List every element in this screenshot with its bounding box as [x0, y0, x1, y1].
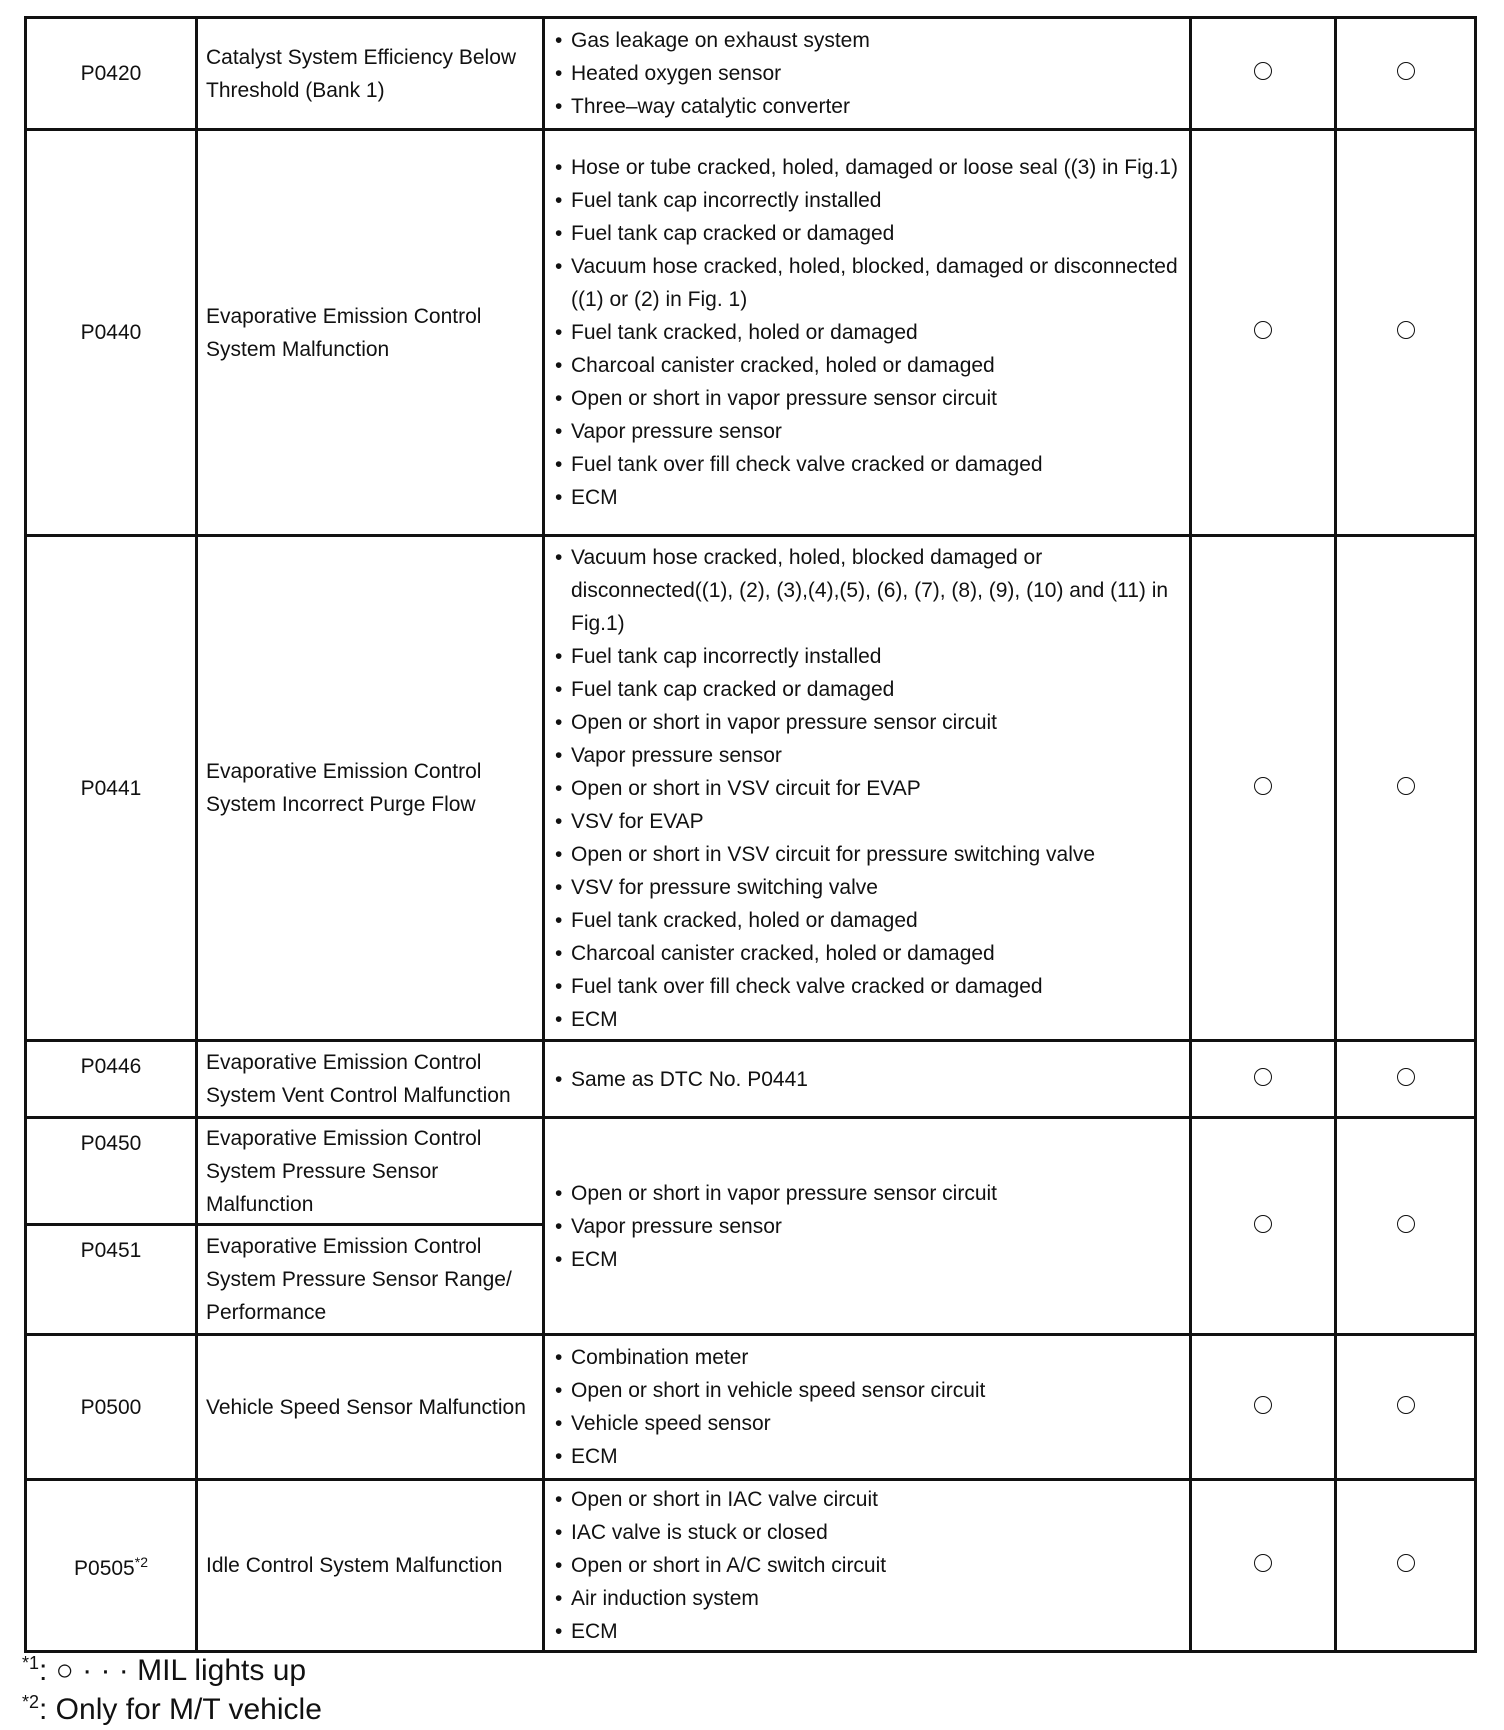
table-row	[26, 1480, 1476, 1652]
circle-icon	[1254, 1554, 1272, 1572]
trouble-area	[544, 536, 1191, 1041]
circle-icon	[1254, 1215, 1272, 1233]
circle-icon	[1397, 1396, 1415, 1414]
memory-cell	[1336, 1118, 1476, 1335]
dtc-code-text: P0450	[80, 1132, 142, 1155]
dtc-code	[26, 1225, 197, 1335]
footnote-1	[22, 1653, 306, 1688]
circle-icon	[1254, 1396, 1272, 1414]
dtc-code-text: P0420	[80, 62, 142, 85]
trouble-area	[544, 1118, 1191, 1335]
trouble-area	[544, 130, 1191, 536]
circle-icon	[1254, 777, 1272, 795]
circle-icon	[1254, 1068, 1272, 1086]
dtc-code-text: P0441	[80, 776, 142, 800]
trouble-area-item: • IAC valve is stuck or closed	[553, 1516, 1181, 1549]
trouble-area-item: • Open or short in A/C switch circuit	[553, 1549, 1181, 1582]
detection-item	[197, 130, 544, 536]
table-row	[26, 1041, 1476, 1118]
detection-item	[197, 1225, 544, 1335]
circle-icon	[1254, 62, 1272, 80]
dtc-code	[26, 1335, 197, 1480]
table-row	[26, 130, 1476, 536]
detection-item-text: Evaporative Emission Control System Pressure Sensor Range/ Performance	[206, 1235, 512, 1324]
mil-cell	[1191, 130, 1336, 536]
trouble-area-item: • Vapor pressure sensor	[553, 739, 1181, 772]
dtc-code	[26, 536, 197, 1041]
trouble-area-item: • Open or short in VSV circuit for EVAP	[553, 772, 1181, 805]
trouble-area-item: • Vapor pressure sensor	[553, 415, 1181, 448]
circle-icon	[1397, 1554, 1415, 1572]
dtc-code-text: P0505	[74, 1557, 135, 1580]
trouble-area-item: • Vapor pressure sensor	[553, 1210, 1181, 1243]
dtc-code	[26, 18, 197, 130]
memory-cell	[1336, 18, 1476, 130]
circle-icon	[1397, 777, 1415, 795]
trouble-area-item: • Three–way catalytic converter	[553, 90, 1181, 123]
trouble-area-item: • Heated oxygen sensor	[553, 57, 1181, 90]
memory-cell	[1336, 1480, 1476, 1652]
trouble-area-item: • Charcoal canister cracked, holed or damaged	[553, 937, 1181, 970]
trouble-area-item: • Open or short in VSV circuit for pressure switching valve	[553, 838, 1181, 871]
detection-item-text: Catalyst System Efficiency Below Threshold (Bank 1)	[206, 45, 517, 102]
table-row	[26, 1118, 1476, 1225]
detection-item-text: Vehicle Speed Sensor Malfunction	[206, 1395, 526, 1419]
circle-icon	[1397, 321, 1415, 339]
mil-cell	[1191, 1480, 1336, 1652]
memory-cell	[1336, 130, 1476, 536]
footnote-ref: *2	[134, 1554, 148, 1570]
dtc-code	[26, 1118, 197, 1225]
trouble-area-item: • Combination meter	[553, 1341, 1181, 1374]
table-row	[26, 18, 1476, 130]
detection-item	[197, 1335, 544, 1480]
dtc-code	[26, 1041, 197, 1118]
trouble-area-item: • Open or short in IAC valve circuit	[553, 1483, 1181, 1516]
trouble-area-item: • Open or short in vehicle speed sensor circuit	[553, 1374, 1181, 1407]
trouble-area-item: • Fuel tank cracked, holed or damaged	[553, 904, 1181, 937]
detection-item-text: Evaporative Emission Control System Malfunction	[206, 304, 482, 361]
memory-cell	[1336, 536, 1476, 1041]
dtc-code-text: P0446	[80, 1055, 142, 1078]
footnote-text: : ○ · · · MIL lights up	[39, 1654, 307, 1687]
trouble-area-item: • ECM	[553, 1615, 1181, 1648]
detection-item-text: Evaporative Emission Control System Pressure Sensor Malfunction	[206, 1126, 482, 1216]
trouble-area-item: • Open or short in vapor pressure sensor circuit	[553, 382, 1181, 415]
dtc-code	[26, 1480, 197, 1652]
trouble-area-item: • Gas leakage on exhaust system	[553, 24, 1181, 57]
mil-cell	[1191, 1335, 1336, 1480]
circle-icon	[1397, 1068, 1415, 1086]
trouble-area-item: • ECM	[553, 481, 1181, 514]
trouble-area	[544, 18, 1191, 130]
mil-cell	[1191, 1041, 1336, 1118]
dtc-code	[26, 130, 197, 536]
trouble-area-item: • Fuel tank cap incorrectly installed	[553, 640, 1181, 673]
detection-item	[197, 1041, 544, 1118]
trouble-area-item: • Air induction system	[553, 1582, 1181, 1615]
trouble-area	[544, 1041, 1191, 1118]
trouble-area-item: • Fuel tank cap incorrectly installed	[553, 184, 1181, 217]
circle-icon	[1397, 62, 1415, 80]
mil-cell	[1191, 536, 1336, 1041]
detection-item	[197, 1118, 544, 1225]
trouble-area-item: • Fuel tank cap cracked or damaged	[553, 673, 1181, 706]
table-row	[26, 1335, 1476, 1480]
circle-icon	[1397, 1215, 1415, 1233]
trouble-area-item: • Charcoal canister cracked, holed or damaged	[553, 349, 1181, 382]
footnote-mark: *2	[22, 1692, 40, 1712]
mil-cell	[1191, 1118, 1336, 1335]
detection-item	[197, 536, 544, 1041]
trouble-area-item: • Open or short in vapor pressure sensor circuit	[553, 706, 1181, 739]
memory-cell	[1336, 1335, 1476, 1480]
trouble-area-item: • ECM	[553, 1003, 1181, 1036]
trouble-area-item: • VSV for EVAP	[553, 805, 1181, 838]
footnote-mark: *1	[22, 1653, 40, 1673]
trouble-area-item: • Vacuum hose cracked, holed, blocked, damaged or disconnected ((1) or (2) in Fig. 1)	[553, 250, 1181, 316]
trouble-area-item: • ECM	[553, 1440, 1181, 1473]
trouble-area-item: • VSV for pressure switching valve	[553, 871, 1181, 904]
trouble-area-item: • Fuel tank over fill check valve cracked or damaged	[553, 448, 1181, 481]
trouble-area-item: • Same as DTC No. P0441	[553, 1063, 1181, 1096]
dtc-code-text: P0500	[80, 1395, 142, 1419]
memory-cell	[1336, 1041, 1476, 1118]
detection-item-text: Idle Control System Malfunction	[206, 1554, 503, 1577]
trouble-area-item: • Fuel tank cracked, holed or damaged	[553, 316, 1181, 349]
trouble-area	[544, 1480, 1191, 1652]
dtc-table	[24, 16, 1477, 1653]
trouble-area-item: • ECM	[553, 1243, 1181, 1276]
trouble-area-item: • Hose or tube cracked, holed, damaged or loose seal ((3) in Fig.1)	[553, 151, 1181, 184]
trouble-area-item: • Fuel tank over fill check valve cracked or damaged	[553, 970, 1181, 1003]
trouble-area	[544, 1335, 1191, 1480]
dtc-code-text: P0440	[80, 321, 142, 344]
footnote-2	[22, 1692, 322, 1727]
footnote-text: : Only for M/T vehicle	[39, 1693, 322, 1726]
table-row	[26, 536, 1476, 1041]
detection-item-text: Evaporative Emission Control System Incorrect Purge Flow	[206, 760, 482, 816]
circle-icon	[1254, 321, 1272, 339]
trouble-area-item: • Open or short in vapor pressure sensor circuit	[553, 1177, 1181, 1210]
detection-item	[197, 1480, 544, 1652]
trouble-area-item: • Fuel tank cap cracked or damaged	[553, 217, 1181, 250]
trouble-area-item: • Vehicle speed sensor	[553, 1407, 1181, 1440]
detection-item	[197, 18, 544, 130]
mil-cell	[1191, 18, 1336, 130]
detection-item-text: Evaporative Emission Control System Vent Control Malfunction	[206, 1051, 511, 1107]
trouble-area-item: • Vacuum hose cracked, holed, blocked damaged or disconnected((1), (2), (3),(4),(5), (6), (7), (8), (9), (10) and (11) in Fig.1)	[553, 541, 1181, 640]
dtc-code-text: P0451	[80, 1239, 142, 1262]
